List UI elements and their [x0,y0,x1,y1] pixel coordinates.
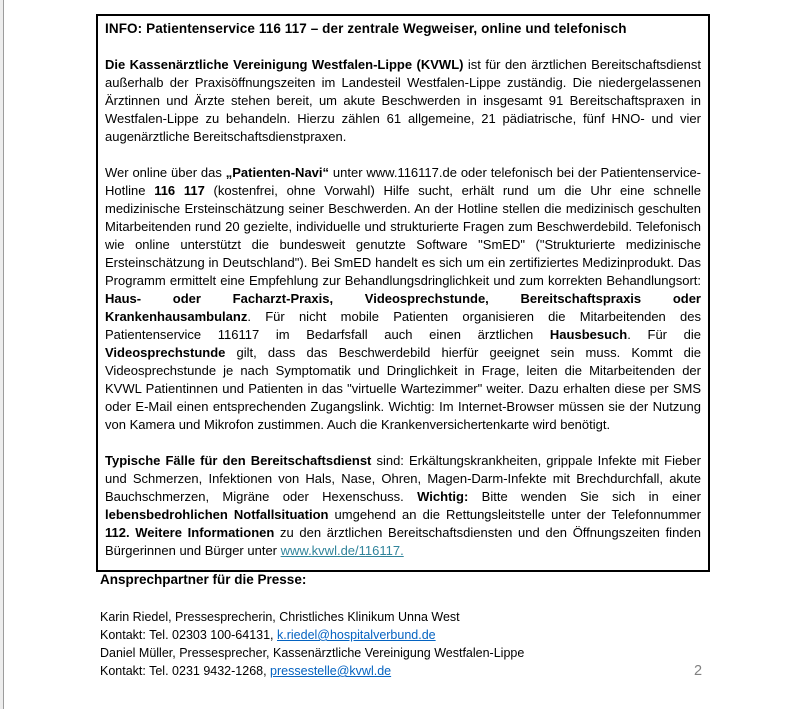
text-segment: . Für die [627,327,702,342]
kvwl-info-link[interactable]: www.kvwl.de/116117. [280,543,404,558]
text-segment: unter www.116117.de oder telefonisch bei der Patientenservice-Hotline [105,165,702,198]
contact-line [100,608,660,626]
text-segment: 116 117 [154,183,205,198]
contact-line [100,626,660,644]
page-edge-gutter [0,0,4,709]
contact-line [100,644,660,662]
text-segment: Die Kassenärztliche Vereinigung Westfalen-Lippe (KVWL) [105,57,464,72]
text-segment: „Patienten-Navi“ [225,165,330,180]
info-box-title: INFO: Patientenservice 116 117 – der zentrale Wegweiser, online und telefonisch [105,21,627,36]
press-contacts-block [100,608,660,680]
text-segment: umgehend an die Rettungsleitstelle unter der Telefonnummer [328,507,701,522]
text-segment: lebensbedrohlichen Notfallsituation [105,507,329,522]
text-segment: Bitte wenden Sie sich in einer [468,489,701,504]
text-segment: Typische Fälle für den Bereitschaftsdienst [105,453,372,468]
text-segment: Kontakt: Tel. 02303 100-64131, [100,628,277,642]
info-paragraph [105,164,701,434]
text-segment: Wer online über das [105,165,226,180]
contact-line [100,662,660,680]
text-segment: ist für den ärztlichen Bereitschaftsdienst außerhalb der Praxisöffnungszeiten im Landesteil Westfalen-Lippe zuständig. Die niedergelassenen Ärztinnen und Ärzte stehen bereit, um akute Beschwerden in insgesamt 91 Bereitschaftspraxen in Westfalen-Lippe zu behandeln. Hierzu zählen 61 allgemeine, 21 pädiatrische, fünf HNO- und vier augenärztliche Bereitschaftsdienstpraxen. [105,57,701,144]
info-paragraph [105,56,701,146]
text-segment: Wichtig: [417,489,469,504]
press-contacts-heading: Ansprechpartner für die Presse: [100,572,307,587]
email-link-kvwl[interactable]: pressestelle@kvwl.de [270,664,392,678]
text-segment: Haus- oder Facharzt-Praxis, Videosprechstunde, Bereitschaftspraxis oder Krankenhausambulanz [105,291,701,324]
info-box [96,14,710,572]
text-segment: 112. Weitere Informationen [105,525,275,540]
text-segment: . Für nicht mobile Patienten organisieren die Mitarbeitenden des Patientenservice 116117 im Bedarfsfall auch einen ärztlichen [105,309,701,342]
email-link-riedel[interactable]: k.riedel@hospitalverbund.de [277,628,436,642]
page-number: 2 [693,663,703,679]
text-segment: gilt, dass das Beschwerdebild hierfür geeignet sein muss. Kommt die Videosprechstunde je nach Symptomatik und Dringlichkeit in Frage, leiten die Mitarbeitenden der KVWL Patientinnen und Patienten in das "virtuelle Wartezimmer" weiter. Dazu erhalten diese per SMS oder E-Mail einen entsprechenden Zugangslink. Wichtig: Im Internet-Browser müssen sie der Nutzung von Kamera und Mikrofon zustimmen. Auch die Krankenversichertenkarte wird benötigt. [105,345,701,432]
info-box-body [105,56,701,560]
text-segment: Daniel Müller, Pressesprecher, Kassenärztliche Vereinigung Westfalen-Lippe [100,646,525,660]
text-segment: Hausbesuch [549,327,628,342]
text-segment: zu den ärztlichen Bereitschaftsdiensten und den Öffnungszeiten finden Bürgerinnen und Bürger unter [105,525,701,558]
text-segment: Kontakt: Tel. 0231 9432-1268, [100,664,271,678]
text-segment: Karin Riedel, Pressesprecherin, Christliches Klinikum Unna West [100,610,460,624]
text-segment: sind: Erkältungskrankheiten, grippale Infekte mit Fieber und Schmerzen, Infektionen von Hals, Nase, Ohren, Magen-Darm-Infekte mit Brechdurchfall, akute Bauchschmerzen, Migräne oder Hexenschuss. [105,453,701,504]
info-paragraph [105,452,701,560]
text-segment: (kostenfrei, ohne Vorwahl) Hilfe sucht, erhält rund um die Uhr eine schnelle medizinische Ersteinschätzung seiner Beschwerden. An der Hotline stellen die medizinisch geschulten Mitarbeitenden rund 20 gezielte, individuelle und strukturierte Fragen zum Beschwerdebild. Telefonisch wie online unterstützt die bundesweit genutzte Software "SmED" ("Strukturierte medizinische Ersteinschätzung in Deutschland"). Bei SmED handelt es sich um ein zertifiziertes Medizinprodukt. Das Programm ermittelt eine Empfehlung zur Behandlungsdringlichkeit und zum korrekten Behandlungsort: [105,183,702,288]
text-segment: Videosprechstunde [105,345,226,360]
